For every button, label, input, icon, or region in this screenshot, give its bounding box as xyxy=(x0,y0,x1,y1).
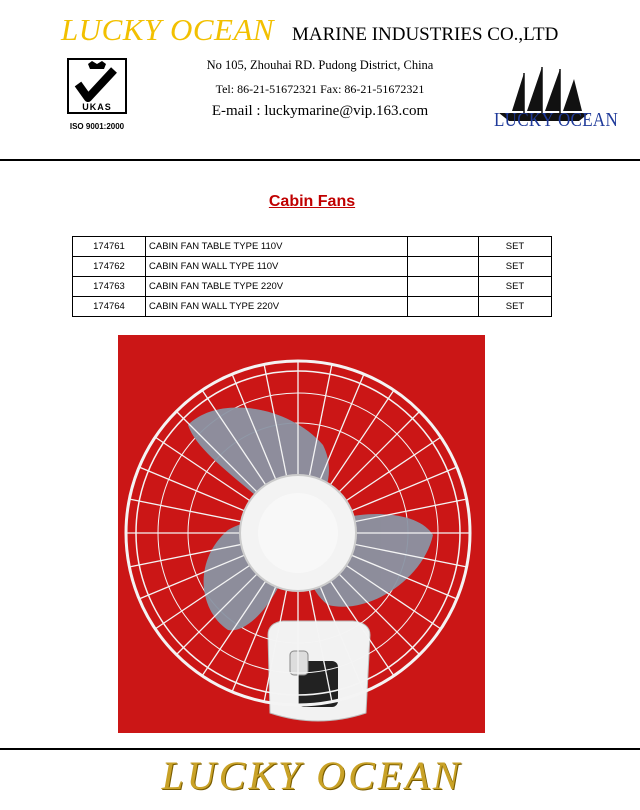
product-unit: SET xyxy=(479,277,552,297)
header-divider xyxy=(0,159,640,161)
company-address: No 105, Zhouhai RD. Pudong District, China xyxy=(206,58,434,72)
product-code: 174764 xyxy=(73,297,146,317)
table-row xyxy=(73,277,552,297)
product-blank-cell xyxy=(408,257,479,277)
product-description: CABIN FAN WALL TYPE 220V xyxy=(146,297,408,317)
brand-name: LUCKY OCEAN xyxy=(61,12,275,47)
footer-brand: LUCKY OCEAN xyxy=(161,753,463,798)
company-name: MARINE INDUSTRIES CO.,LTD xyxy=(292,24,559,45)
table-row xyxy=(73,297,552,317)
iso-standard: ISO 9001:2000 xyxy=(69,122,125,131)
cert-text: UKAS xyxy=(82,102,112,112)
product-description: CABIN FAN WALL TYPE 110V xyxy=(146,257,408,277)
product-unit: SET xyxy=(479,257,552,277)
logo-text: LUCKY OCEAN xyxy=(494,108,619,131)
page-title: Cabin Fans xyxy=(268,193,356,210)
table-row xyxy=(73,237,552,257)
product-code: 174761 xyxy=(73,237,146,257)
product-code: 174762 xyxy=(73,257,146,277)
product-unit: SET xyxy=(479,237,552,257)
product-blank-cell xyxy=(408,237,479,257)
product-description: CABIN FAN TABLE TYPE 220V xyxy=(146,277,408,297)
product-unit: SET xyxy=(479,297,552,317)
cabin-fan-photo xyxy=(118,335,485,733)
product-blank-cell xyxy=(408,277,479,297)
product-table xyxy=(72,236,552,317)
table-row xyxy=(73,257,552,277)
product-blank-cell xyxy=(408,297,479,317)
footer-divider xyxy=(0,748,640,750)
product-code: 174763 xyxy=(73,277,146,297)
product-description: CABIN FAN TABLE TYPE 110V xyxy=(146,237,408,257)
company-email: E-mail : luckymarine@vip.163.com xyxy=(211,103,429,119)
company-phone-fax: Tel: 86-21-51672321 Fax: 86-21-51672321 xyxy=(215,82,425,96)
